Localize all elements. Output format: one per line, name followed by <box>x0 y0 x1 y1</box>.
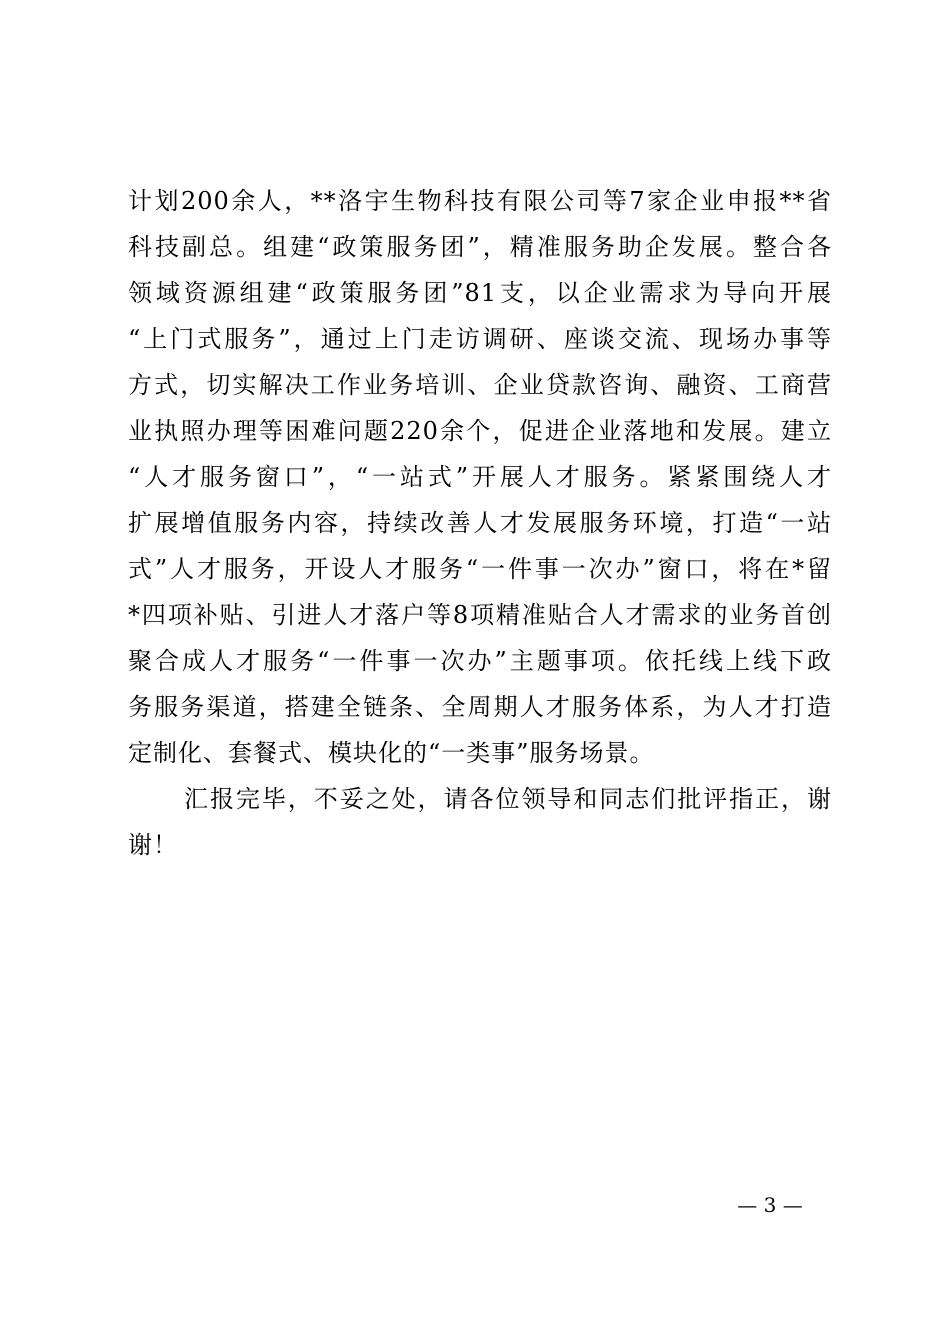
text-line: *四项补贴、引进人才落户等8项精准贴合人才需求的业务首创 <box>128 601 832 629</box>
text-line: 聚合成人才服务“一件事一次办”主题事项。依托线上线下政 <box>128 647 832 675</box>
paragraph-1 <box>128 178 832 776</box>
text-line: 计划200余人，**洛宇生物科技有限公司等7家企业申报**省 <box>128 187 832 215</box>
text-line: 领域资源组建“政策服务团”81支，以企业需求为导向开展 <box>128 279 832 307</box>
document-body <box>128 178 832 868</box>
text-line: 科技副总。组建“政策服务团”，精准服务助企发展。整合各 <box>128 233 832 261</box>
text-line: 谢！ <box>128 831 178 859</box>
text-line: 业执照办理等困难问题220余个，促进企业落地和发展。建立 <box>128 417 832 445</box>
text-line: 扩展增值服务内容，持续改善人才发展服务环境，打造“一站 <box>128 509 832 537</box>
page-number: — 3 — <box>737 1193 803 1217</box>
text-line: 定制化、套餐式、模块化的“一类事”服务场景。 <box>128 739 655 767</box>
text-line: 方式，切实解决工作业务培训、企业贷款咨询、融资、工商营 <box>128 371 832 399</box>
text-line: “人才服务窗口”，“一站式”开展人才服务。紧紧围绕人才 <box>128 463 832 491</box>
text-line: “上门式服务”，通过上门走访调研、座谈交流、现场办事等 <box>128 325 832 353</box>
paragraph-2 <box>128 776 832 868</box>
text-line: 务服务渠道，搭建全链条、全周期人才服务体系，为人才打造 <box>128 693 832 721</box>
text-line: 式”人才服务，开设人才服务“一件事一次办”窗口，将在*留 <box>128 555 832 583</box>
text-line: 汇报完毕，不妥之处，请各位领导和同志们批评指正，谢 <box>184 785 832 813</box>
